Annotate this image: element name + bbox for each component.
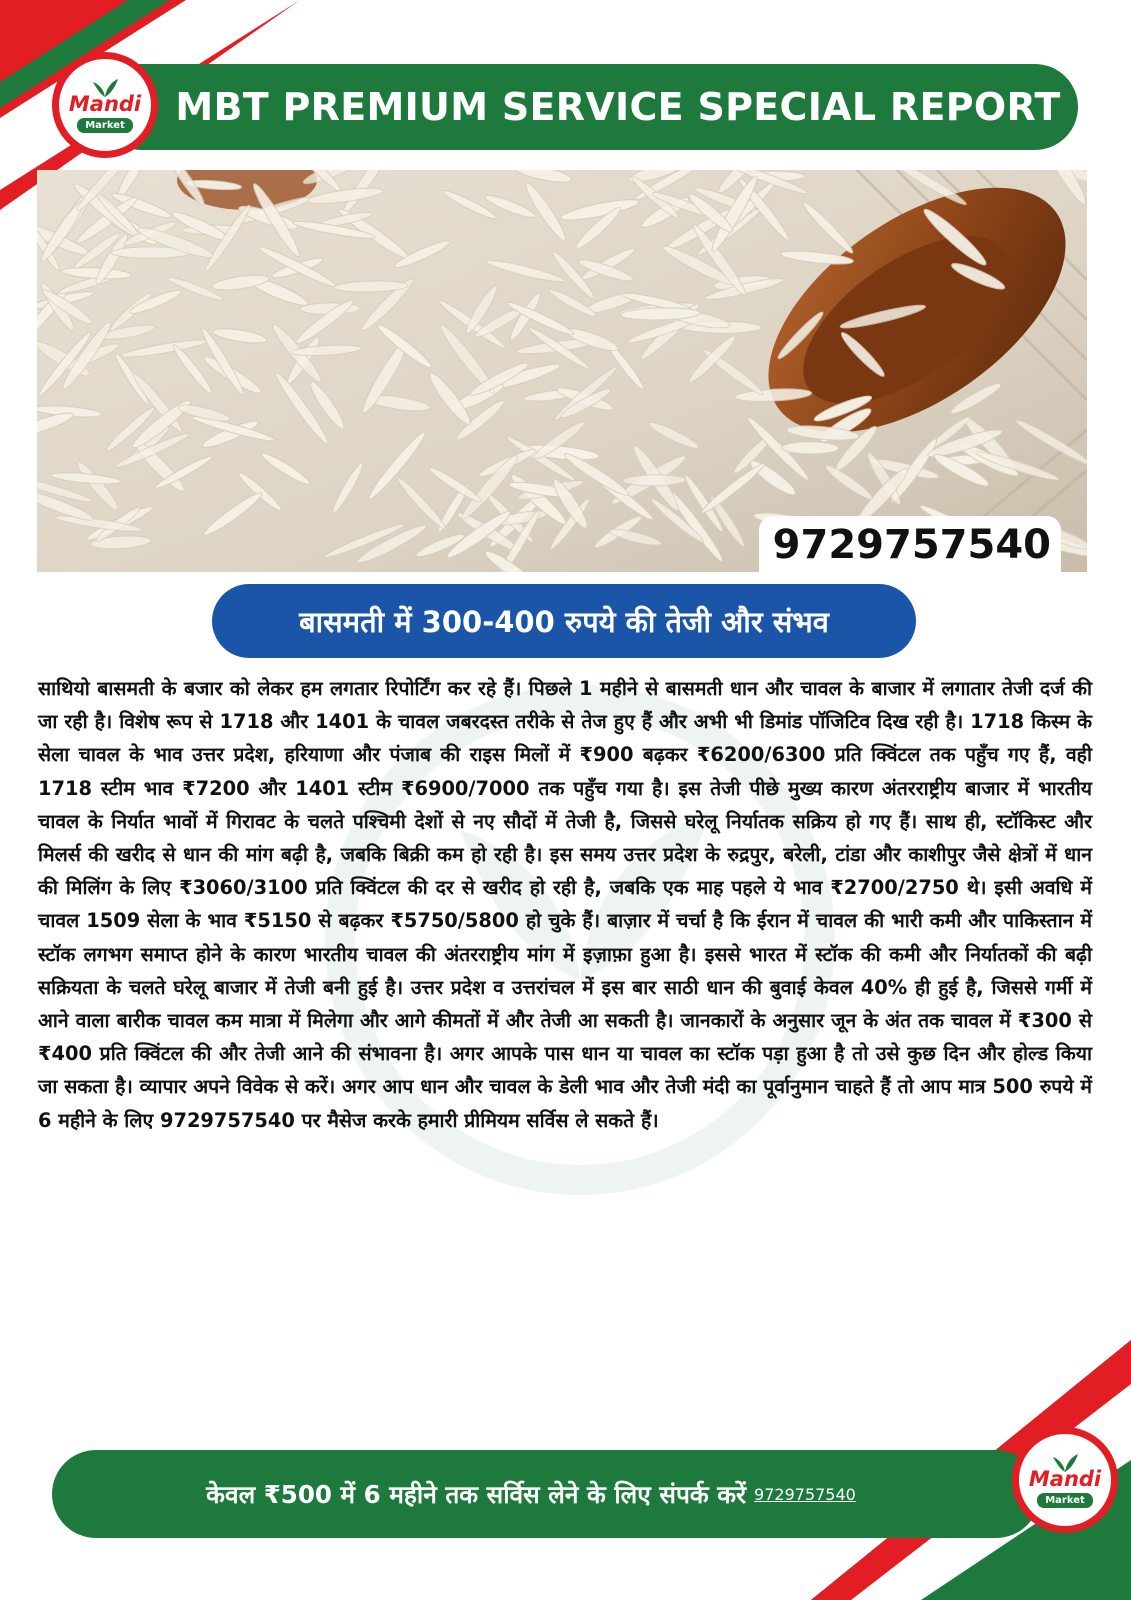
logo-main-text: Mandi (68, 91, 142, 116)
logo-sub-text: Market (77, 118, 133, 133)
article-body: साथियो बासमती के बजार को लेकर हम लगतार रिपोर्टिंग कर रहे हैं। पिछले 1 महीने से बासमती धान और चावल के बाजार में लगातार तेजी दर्ज की जा रही है। विशेष रूप से 1718 और 1401 के चावल जबरदस्त तरीके से तेज हुए हैं और अभी भी डिमांड पॉजिटिव दिख रही है। 1718 किस्म के सेला चावल के भाव उत्तर प्रदेश, हरियाणा और पंजाब की राइस मिलों में ₹900 बढ़कर ₹6200/6300 प्रति क्विंटल तक पहुँच गए हैं, वही 1718 स्टीम भाव ₹7200 और 1401 स्टीम ₹6900/7000 तक पहुँच गया है। इस तेजी पीछे मुख्य कारण अंतरराष्ट्रीय बाजार में भारतीय चावल के निर्यात भावों में गिरावट के चलते पश्चिमी देशों से नए सौदों में तेजी है, जिससे घरेलू निर्यातक सक्रिय हो गए हैं। साथ ही, स्टॉकिस्ट और मिलर्स की खरीद से धान की मांग बढ़ी है, जबकि बिक्री कम हो रही है। इस समय उत्तर प्रदेश के रुद्रपुर, बरेली, टांडा और काशीपुर जैसे क्षेत्रों में धान की मिलिंग के लिए ₹3060/3100 प्रति क्विंटल की दर से खरीद हो रही है, जबकि एक माह पहले ये भाव ₹2700/2750 थे। इसी अवधि में चावल 1509 सेला के भाव ₹5150 से बढ़कर ₹5750/5800 हो चुके हैं। बाज़ार में चर्चा है कि ईरान में चावल की भारी कमी और पाकिस्तान में स्टॉक लगभग समाप्त होने के कारण भारतीय चावल की अंतरराष्ट्रीय मांग में इज़ाफ़ा हुआ है। इससे भारत में स्टॉक की कमी और निर्यातकों की बढ़ी सक्रियता के चलते घरेलू बाजार में तेजी बनी हुई है। उत्तर प्रदेश व उत्तरांचल में इस बार साठी धान की बुवाई केवल 40% ही हुई है, जिससे गर्मी में आने वाला बारीक चावल कम मात्रा में मिलेगा और आगे कीमतों में और तेजी आ सकती है। जानकारों के अनुसार जून के अंत तक चावल में ₹300 से ₹400 प्रति क्विंटल की और तेजी आने की संभावना है। अगर आपके पास धान या चावल का स्टॉक पड़ा हुआ है तो उसे कुछ दिन और होल्ड किया जा सकता है। व्यापार अपने विवेक से करें। अगर आप धान और चावल के डेली भाव और तेजी मंदी का पूर्वानुमान चाहते हैं तो आप मात्र 500 रुपये में 6 महीने के लिए 9729757540 पर मैसेज करके हमारी प्रीमियम सर्विस ले सकते हैं। (38, 677, 1092, 1132)
hero-phone-number: 9729757540 (759, 516, 1061, 572)
footer-phone-link[interactable]: 9729757540 (754, 1484, 856, 1504)
hero-rice-image (37, 170, 1087, 572)
footer-cta-text: केवल ₹500 में 6 महीने तक सर्विस लेने के लिए संपर्क करें (206, 1479, 747, 1509)
headline-banner (212, 584, 916, 658)
headline-text: बासमती में 300-400 रुपये की तेजी और संभव (299, 604, 829, 639)
logo-main-text: Mandi (1028, 1466, 1102, 1491)
report-header-bar (98, 64, 1078, 150)
logo-sub-text: Market (1037, 1493, 1093, 1508)
mandi-market-logo-top (52, 52, 158, 158)
rice-illustration (37, 170, 1087, 572)
report-title: MBT PREMIUM SERVICE SPECIAL REPORT (175, 85, 1061, 129)
mandi-market-logo-bottom (1012, 1427, 1118, 1533)
footer-cta-bar (52, 1450, 1040, 1538)
